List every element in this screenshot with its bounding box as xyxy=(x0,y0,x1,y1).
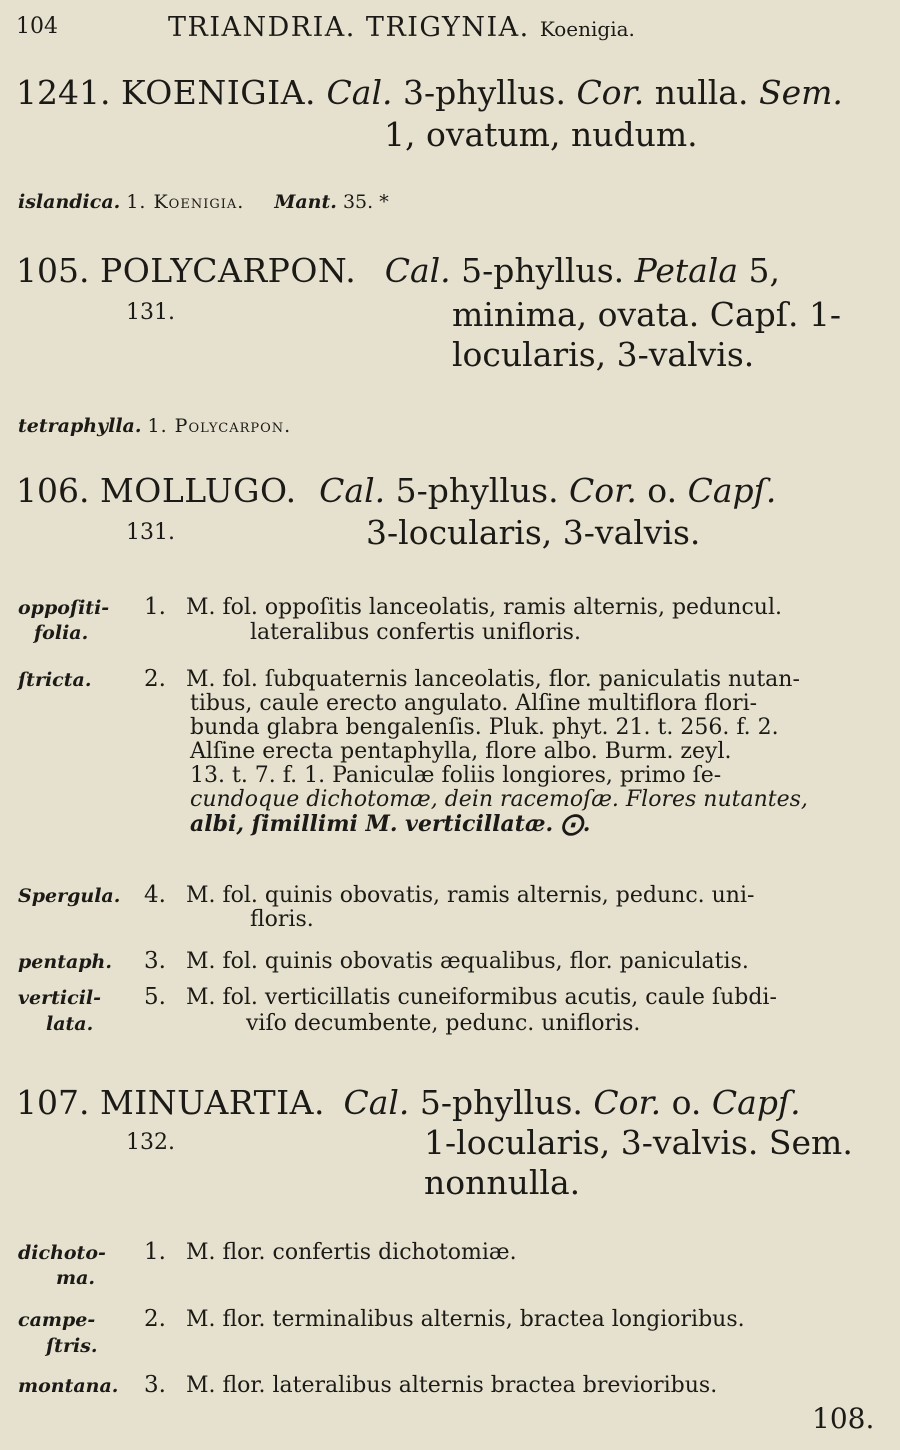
genus-char-line: nonnulla. xyxy=(424,1163,581,1202)
species-name: pentaph. xyxy=(18,951,112,973)
genus-char: 5-phyllus. xyxy=(409,1083,594,1122)
genus-number: 106. xyxy=(16,471,90,510)
page-number: 104 xyxy=(16,14,58,39)
species-entry-islandica xyxy=(18,191,389,213)
species-number: 4. xyxy=(144,882,166,908)
species-name: tetraphylla. xyxy=(18,415,142,437)
genus-heading-minuartia xyxy=(16,1084,801,1122)
species-text: 1. Koenigia. xyxy=(126,191,245,213)
genus-char: Capſ. xyxy=(687,471,777,510)
species-entry-tetraphylla xyxy=(18,415,291,437)
species-name: verticil- xyxy=(18,987,102,1009)
species-text-line: floris. xyxy=(250,907,314,932)
species-text-line: M. fol. quinis obovatis æqualibus, flor. paniculatis. xyxy=(186,949,749,974)
genus-char: Cal. xyxy=(384,251,451,290)
species-ref: Mant. xyxy=(274,191,337,213)
species-text-line: tibus, caule erecto angulato. Alſine multiflora flori- xyxy=(190,691,758,716)
species-name: montana. xyxy=(18,1375,119,1397)
species-text-line: 13. t. 7. f. 1. Paniculæ foliis longiores, primo ſe- xyxy=(190,763,722,788)
species-name: campe- xyxy=(18,1309,96,1331)
species-text-line: M. flor. confertis dichotomiæ. xyxy=(186,1240,517,1265)
species-name: ſtricta. xyxy=(18,669,92,691)
genus-char: 5, xyxy=(738,251,781,290)
genus-ref-number: 131. xyxy=(126,520,175,545)
genus-char-line: 1, ovatum, nudum. xyxy=(384,115,698,154)
species-text-line: bunda glabra bengalenſis. Pluk. phyt. 21. t. 256. f. 2. xyxy=(190,715,779,740)
genus-char: 3-phyllus. xyxy=(392,73,577,112)
species-number: 5. xyxy=(144,984,166,1010)
species-name: Spergula. xyxy=(18,885,121,907)
genus-heading-polycarpon xyxy=(16,252,780,290)
species-number: 2. xyxy=(144,666,166,692)
genus-number: 107. xyxy=(16,1083,90,1122)
species-name: folia. xyxy=(34,622,89,644)
species-name: dichoto- xyxy=(18,1242,106,1264)
species-text-line: viſo decumbente, pedunc. unifloris. xyxy=(246,1011,641,1036)
species-number: 3. xyxy=(144,948,166,974)
species-text-line: cundoque dichotomæ, dein racemoſæ. Flores nutantes, xyxy=(190,787,808,812)
genus-char: Cal. xyxy=(319,471,386,510)
species-name: oppoſiti- xyxy=(18,597,110,619)
genus-number: 105. xyxy=(16,251,90,290)
species-name: ma. xyxy=(56,1267,96,1289)
species-text: 1. Polycarpon. xyxy=(147,415,292,437)
genus-char: o. xyxy=(661,1083,712,1122)
species-text-line: M. fol. quinis obovatis, ramis alternis, pedunc. uni- xyxy=(186,883,755,908)
genus-char: Cal. xyxy=(326,73,393,112)
species-text-line: Alſine erecta pentaphylla, flore albo. Burm. zeyl. xyxy=(190,739,732,764)
species-text-line: lateralibus confertis unifloris. xyxy=(250,620,581,645)
species-text-line: M. fol. verticillatis cuneiformibus acutis, caule ſubdi- xyxy=(186,985,777,1010)
species-number: 2. xyxy=(144,1306,166,1332)
species-number: 1. xyxy=(144,1239,166,1265)
genus-char: 5-phyllus. xyxy=(450,251,635,290)
genus-char: Cor. xyxy=(569,471,637,510)
genus-char-line: 1-locularis, 3-valvis. Sem. xyxy=(424,1123,853,1162)
catchword: 108. xyxy=(812,1402,875,1435)
running-title xyxy=(168,12,635,43)
species-text-line: M. fol. oppoſitis lanceolatis, ramis alternis, peduncul. xyxy=(186,595,782,620)
genus-char: 5-phyllus. xyxy=(385,471,570,510)
genus-char-line: minima, ovata. Capſ. 1- xyxy=(452,295,842,334)
genus-ref-number: 132. xyxy=(126,1130,175,1155)
genus-char: o. xyxy=(636,471,688,510)
species-text-line: M. flor. terminalibus alternis, bractea longioribus. xyxy=(186,1307,745,1332)
species-name: lata. xyxy=(46,1013,94,1035)
running-genus: Koenigia. xyxy=(539,17,635,41)
species-text-line: M. fol. ſubquaternis lanceolatis, flor. paniculatis nutan- xyxy=(186,667,800,692)
genus-char: Petala xyxy=(634,251,739,290)
species-number: 3. xyxy=(144,1372,166,1398)
genus-char-line: 3-locularis, 3-valvis. xyxy=(366,513,701,552)
genus-char: Cal. xyxy=(343,1083,410,1122)
species-name: islandica. xyxy=(18,191,121,213)
species-name: ſtris. xyxy=(46,1335,98,1357)
genus-name: POLYCARPON. xyxy=(99,251,357,290)
genus-name: KOENIGIA. xyxy=(120,73,317,112)
species-number: 1. xyxy=(144,594,166,620)
running-title-text: TRIANDRIA. TRIGYNIA. xyxy=(168,12,530,43)
genus-number: 1241. xyxy=(16,73,111,112)
species-text-line: M. flor. lateralibus alternis bractea brevioribus. xyxy=(186,1373,718,1398)
genus-char: Capſ. xyxy=(711,1083,801,1122)
genus-char: Cor. xyxy=(593,1083,662,1122)
genus-char: Sem. xyxy=(758,73,843,112)
genus-heading-mollugo xyxy=(16,472,776,510)
genus-char-line: locularis, 3-valvis. xyxy=(452,335,755,374)
genus-ref-number: 131. xyxy=(126,300,175,325)
genus-name: MOLLUGO. xyxy=(99,471,297,510)
genus-name: MINUARTIA. xyxy=(99,1083,325,1122)
species-ref-num: 35. * xyxy=(342,191,389,213)
species-text-line: albi, ſimillimi M. verticillatæ. ⨀. xyxy=(190,811,591,837)
genus-char: Cor. xyxy=(576,73,645,112)
genus-char: nulla. xyxy=(644,73,759,112)
genus-heading-koenigia xyxy=(16,74,843,112)
